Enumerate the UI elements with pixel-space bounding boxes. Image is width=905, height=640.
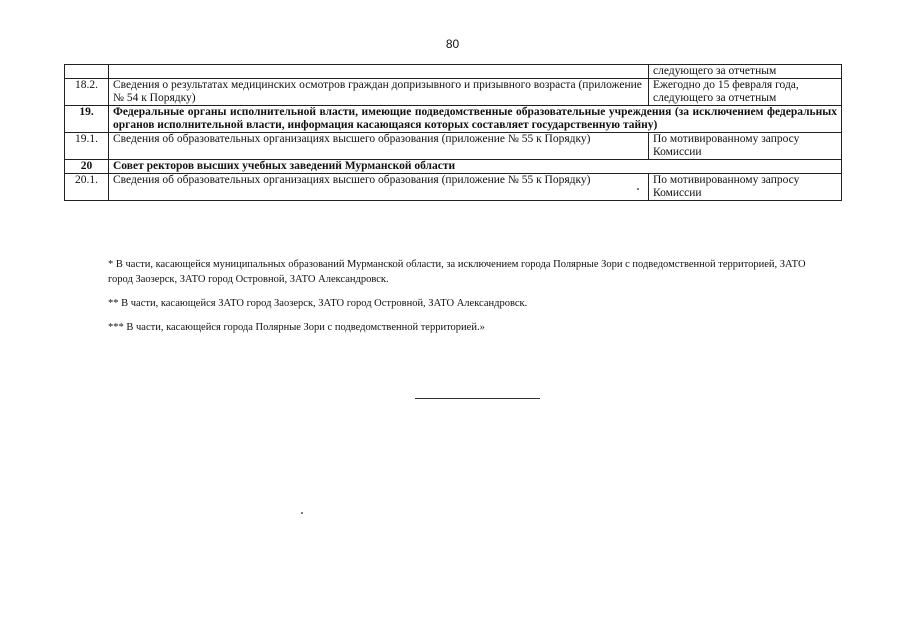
- section-row: [65, 106, 842, 133]
- row-number: [65, 65, 109, 79]
- footnote-1: * В части, касающейся муниципальных образований Мурманской области, за исключением города Полярные Зори с подведомственной территорией, ЗАТО город Заозерск, ЗАТО город Островной, ЗАТО Александровск.: [108, 259, 806, 285]
- row-deadline: следующего за отчетным: [649, 65, 842, 79]
- section-number: 19.: [65, 106, 109, 133]
- reporting-table: [64, 64, 842, 201]
- row-description: Сведения о результатах медицинских осмотров граждан допризывного и призывного возраста (приложение № 54 к Порядку): [109, 79, 649, 106]
- table-row: [65, 133, 842, 160]
- row-description: Сведения об образовательных организациях высшего образования (приложение № 55 к Порядку): [109, 174, 649, 201]
- row-deadline: По мотивированному запросу Комиссии: [649, 133, 842, 160]
- table-row: [65, 65, 842, 79]
- row-deadline: Ежегодно до 15 февраля года, следующего за отчетным: [649, 79, 842, 106]
- scan-speck: [637, 188, 639, 190]
- row-description: [109, 65, 649, 79]
- section-number: 20: [65, 160, 109, 174]
- footnote-2: ** В части, касающейся ЗАТО город Заозерск, ЗАТО город Островной, ЗАТО Александровск.: [108, 298, 528, 309]
- row-number: 18.2.: [65, 79, 109, 106]
- scan-speck: [301, 512, 303, 514]
- footnote-3: *** В части, касающейся города Полярные Зори с подведомственной территорией.»: [108, 322, 485, 333]
- table-row: [65, 174, 842, 201]
- section-title: Совет ректоров высших учебных заведений Мурманской области: [109, 160, 842, 174]
- row-number: 20.1.: [65, 174, 109, 201]
- section-title: Федеральные органы исполнительной власти, имеющие подведомственные образовательные учреждения (за исключением федеральных органов исполнительной власти, информация касающаяся которых составляет государственную тайну): [109, 106, 842, 133]
- row-deadline: По мотивированному запросу Комиссии: [649, 174, 842, 201]
- page-number: 80: [445, 37, 460, 51]
- row-number: 19.1.: [65, 133, 109, 160]
- table-row: [65, 79, 842, 106]
- row-description: Сведения об образовательных организациях высшего образования (приложение № 55 к Порядку): [109, 133, 649, 160]
- section-row: [65, 160, 842, 174]
- closing-rule: [415, 398, 540, 399]
